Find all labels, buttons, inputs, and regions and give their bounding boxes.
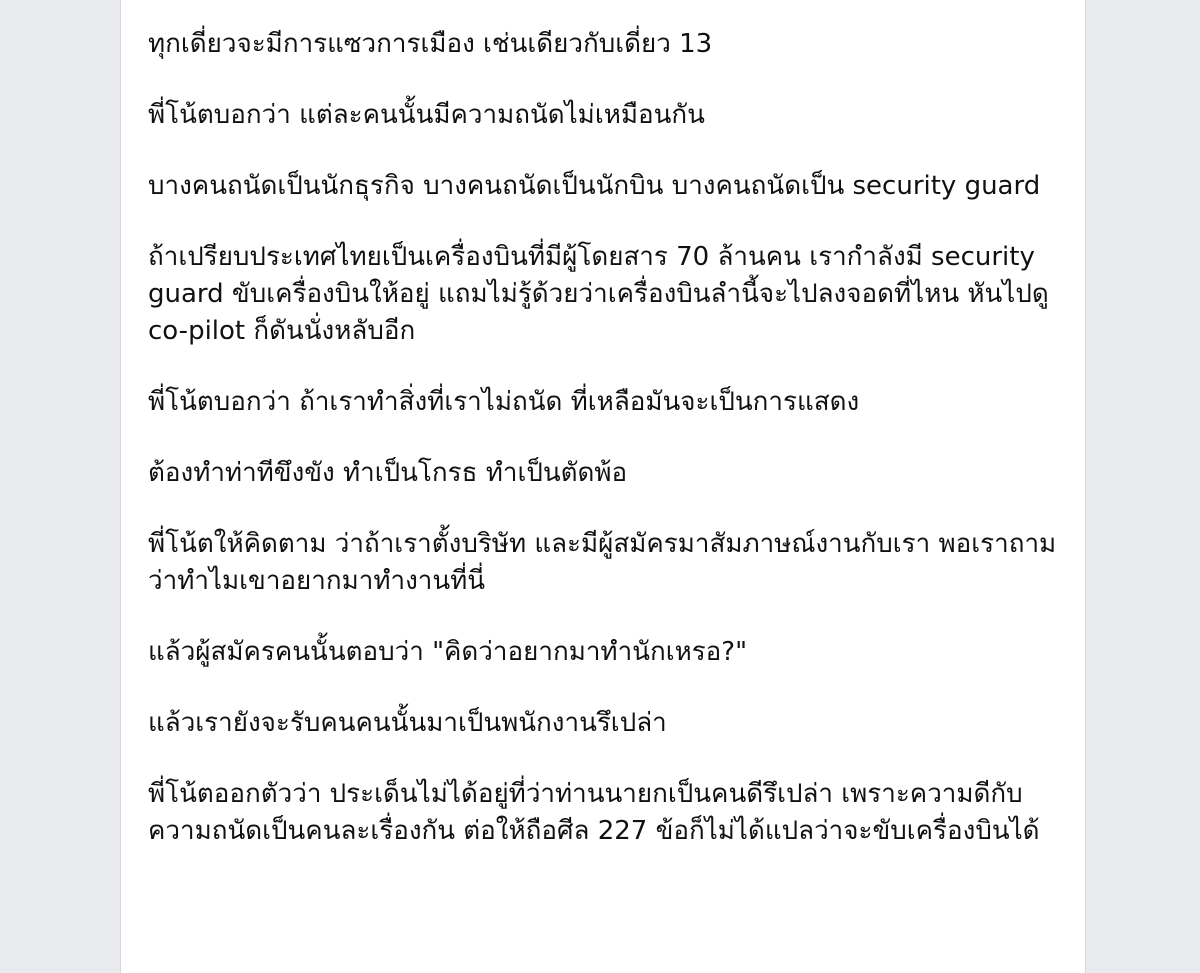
paragraph-6: ต้องทำท่าทีขึงขัง ทำเป็นโกรธ ทำเป็นตัดพ้อ — [148, 458, 628, 488]
paragraph-7: พี่โน้ตให้คิดตาม ว่าถ้าเราตั้งบริษัท และมีผู้สมัครมาสัมภาษณ์งานกับเรา พอเราถามว่าทำไมเขาอยากมาทำงานที่นี่ — [148, 529, 1057, 596]
paragraph-2: พี่โน้ตบอกว่า แต่ละคนนั้นมีความถนัดไม่เหมือนกัน — [148, 100, 705, 130]
left-margin — [0, 0, 120, 973]
paragraph-10: พี่โน้ตออกตัวว่า ประเด็นไม่ได้อยู่ที่ว่าท่านนายกเป็นคนดีรึเปล่า เพราะความดีกับความถนัดเป็นคนละเรื่องกัน ต่อให้ถือศีล 227 ข้อก็ไม่ได้แปลว่าจะขับเครื่องบินได้ — [148, 779, 1040, 846]
right-margin — [1086, 0, 1200, 973]
paragraph-8: แล้วผู้สมัครคนนั้นตอบว่า "คิดว่าอยากมาทำนักเหรอ?" — [148, 637, 748, 667]
post-body — [148, 26, 1068, 884]
paragraph-9: แล้วเรายังจะรับคนคนนั้นมาเป็นพนักงานรึเปล่า — [148, 708, 667, 738]
paragraph-1: ทุกเดี่ยวจะมีการแซวการเมือง เช่นเดียวกับเดี่ยว 13 — [148, 29, 713, 59]
post-card — [120, 0, 1086, 973]
paragraph-5: พี่โน้ตบอกว่า ถ้าเราทำสิ่งที่เราไม่ถนัด ที่เหลือมันจะเป็นการแสดง — [148, 387, 860, 417]
paragraph-4: ถ้าเปรียบประเทศไทยเป็นเครื่องบินที่มีผู้โดยสาร 70 ล้านคน เรากำลังมี security guard ขับเครื่องบินให้อยู่ แถมไม่รู้ด้วยว่าเครื่องบินลำนี้จะไปลงจอดที่ไหน หันไปดู co-pilot ก็ดันนั่งหลับอีก — [148, 242, 1049, 346]
paragraph-3: บางคนถนัดเป็นนักธุรกิจ บางคนถนัดเป็นนักบิน บางคนถนัดเป็น security guard — [148, 171, 1041, 201]
